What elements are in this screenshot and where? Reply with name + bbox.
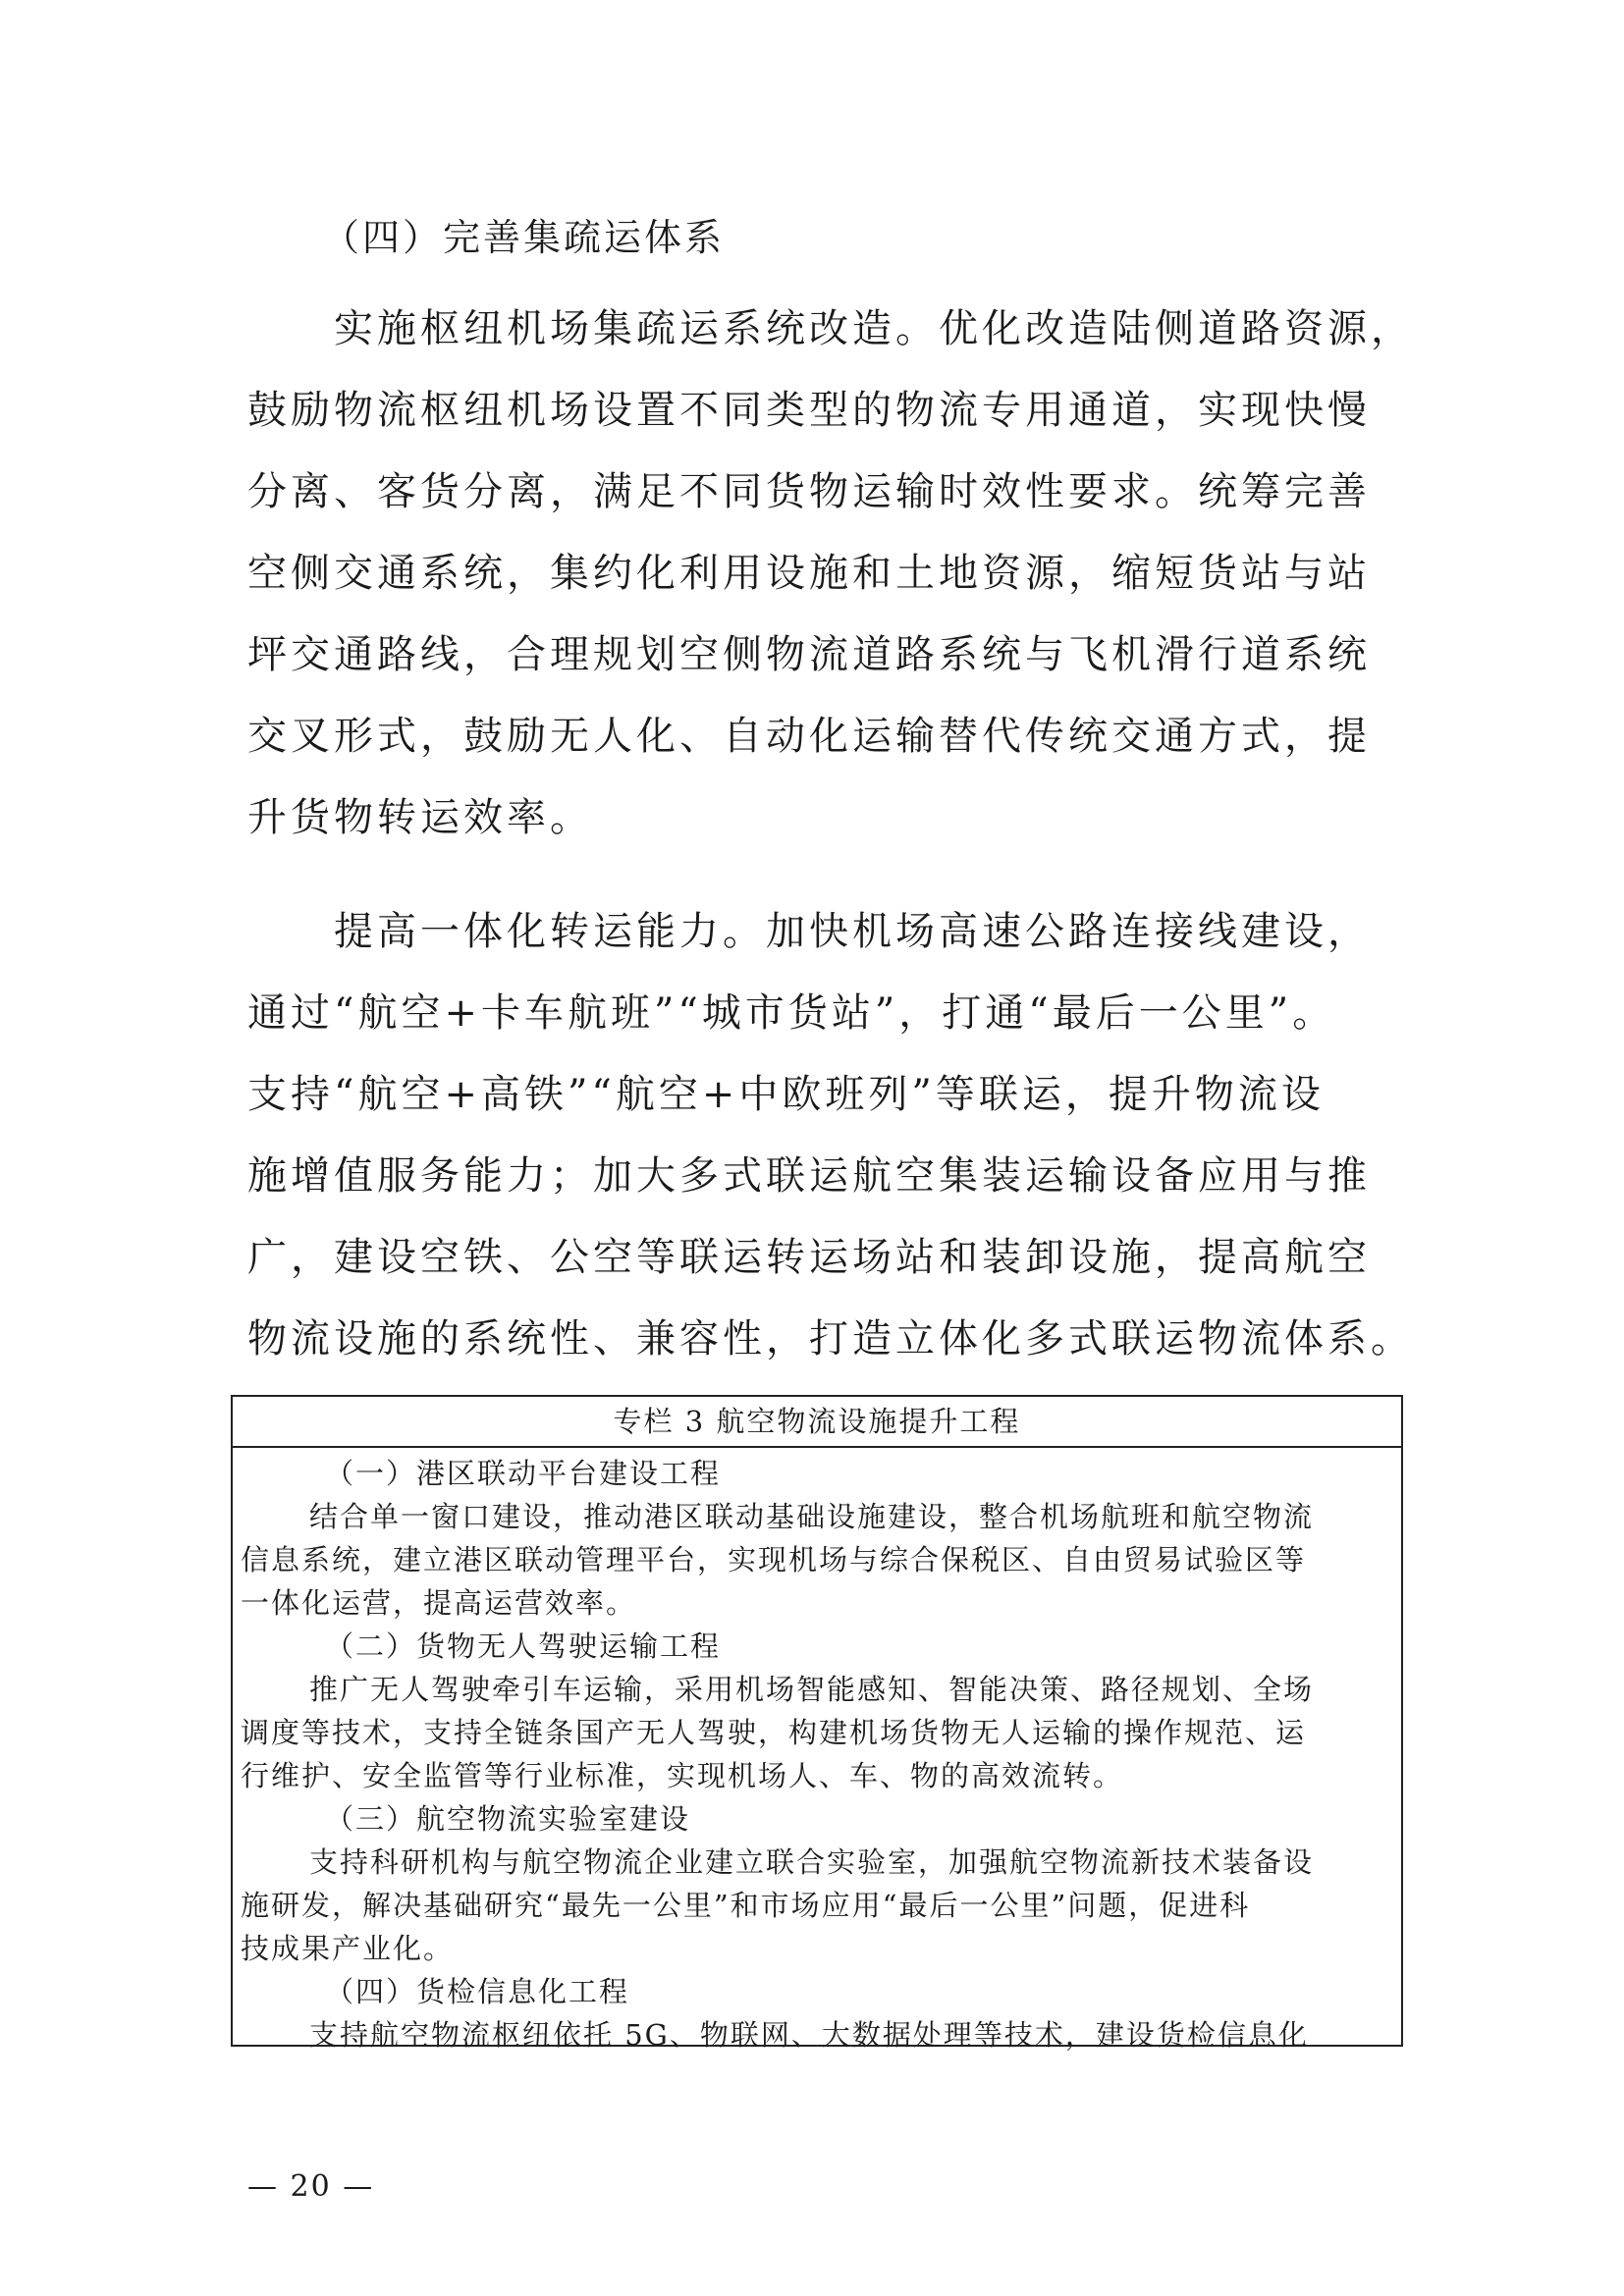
box-item-line: 技成果产业化。 [241,1932,455,1965]
box-item-line: 施研发，解决基础研究“最先一公里”和市场应用“最后一公里”问题，促进科 [241,1889,1251,1922]
box-item-line: 推广无人驾驶牵引车运输，采用机场智能感知、智能决策、路径规划、全场 [309,1673,1315,1706]
box-item-line: 行维护、安全监管等行业标准，实现机场人、车、物的高效流转。 [241,1759,1124,1792]
paragraph-line: 交叉形式，鼓励无人化、自动化运输替代传统交通方式，提 [247,714,1371,759]
paragraph-line: 支持“航空+高铁”“航空+中欧班列”等联运，提升物流设 [247,1072,1325,1117]
box-item-text [241,1668,1393,1797]
paragraph-line: 空侧交通系统，集约化利用设施和土地资源，缩短货站与站 [247,551,1371,596]
feature-box [231,1395,1403,2052]
box-item-text [241,2013,1393,2056]
paragraph-line: 鼓励物流枢纽机场设置不同类型的物流专用通道，实现快慢 [247,388,1371,433]
box-item-line: 调度等技术，支持全链条国产无人驾驶，构建机场货物无人运输的操作规范、运 [241,1716,1307,1749]
paragraph-line: 分离、客货分离，满足不同货物运输时效性要求。统筹完善 [247,469,1371,514]
box-title: 专栏 3 航空物流设施提升工程 [233,1397,1401,1448]
paragraph-line: 通过“航空+卡车航班”“城市货站”，打通“最后一公里”。 [247,990,1336,1036]
section-heading: （四）完善集疏运体系 [322,216,726,259]
paragraph-line: 物流设施的系统性、兼容性，打造立体化多式联运物流体系。 [247,1316,1414,1362]
box-item-heading: （二）货物无人驾驶运输工程 [325,1629,722,1663]
paragraph-line: 提高一体化转运能力。加快机场高速公路连接线建设， [247,909,1371,954]
box-item-line: 结合单一窗口建设，推动港区联动基础设施建设，整合机场航班和航空物流 [309,1500,1315,1533]
paragraph-line: 坪交通路线，合理规划空侧物流道路系统与飞机滑行道系统 [247,632,1371,677]
box-item-line: 一体化运营，提高运营效率。 [241,1586,637,1620]
page-number: — 20 — [247,2169,375,2204]
paragraph-2 [247,891,1414,1380]
box-item-heading: （一）港区联动平台建设工程 [325,1457,722,1490]
box-item-heading: （四）货检信息化工程 [325,1975,630,2008]
box-item-line: 支持科研机构与航空物流企业建立联合实验室，加强航空物流新技术装备设 [309,1845,1315,1879]
box-item-text [241,1841,1393,1970]
paragraph-line: 广，建设空铁、公空等联运转运场站和装卸设施，提高航空 [247,1235,1371,1280]
paragraph-line: 施增值服务能力；加大多式联运航空集装运输设备应用与推 [247,1153,1371,1199]
paragraph-line: 实施枢纽机场集疏运系统改造。优化改造陆侧道路资源， [247,306,1414,351]
box-item-line: 支持航空物流枢纽依托 5G、物联网、大数据处理等技术，建设货检信息化 [309,2018,1309,2052]
paragraph-1 [247,289,1414,859]
box-item-heading: （三）航空物流实验室建设 [325,1802,691,1836]
paragraph-line: 升货物转运效率。 [247,795,593,840]
box-item-text [241,1495,1393,1625]
box-item-line: 信息系统，建立港区联动管理平台，实现机场与综合保税区、自由贸易试验区等 [241,1543,1307,1576]
box-body [233,1448,1401,2056]
